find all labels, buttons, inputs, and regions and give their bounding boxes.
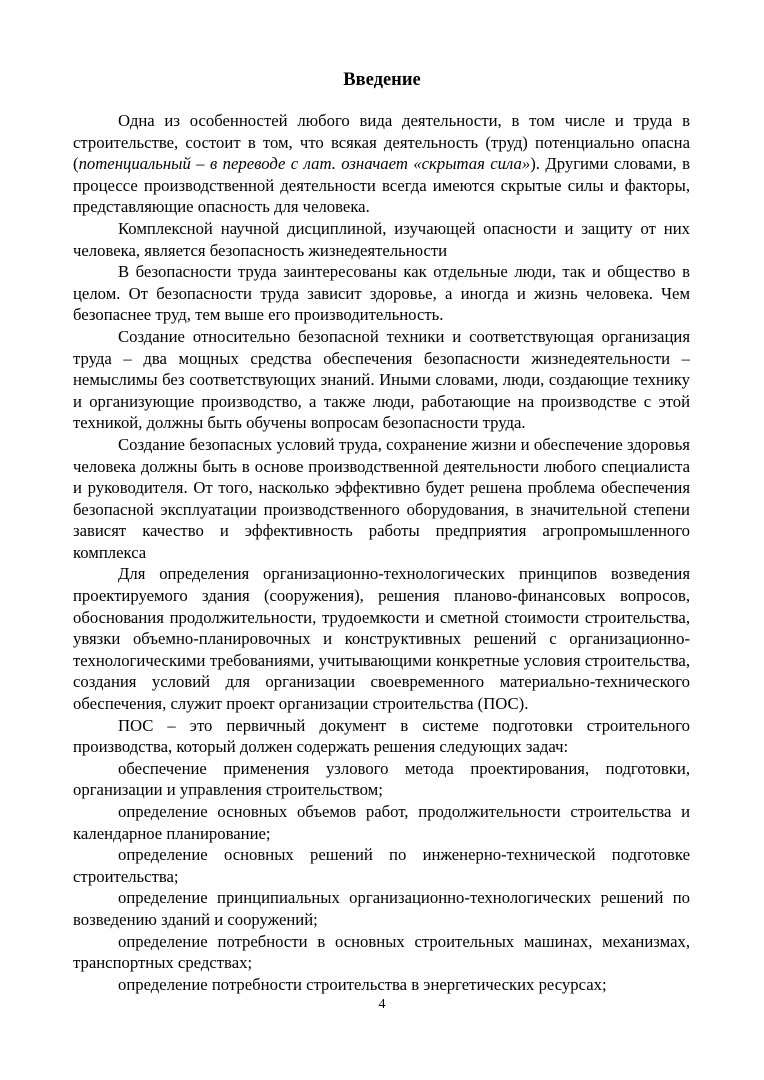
list-item: обеспечение применения узлового метода проектирования, подготовки, организации и управления строительством; — [73, 758, 690, 800]
page-number: 4 — [378, 997, 386, 1012]
paragraph: Создание безопасных условий труда, сохранение жизни и обеспечение здоровья человека должны быть в основе производственной деятельности любого специалиста и руководителя. От того, насколько эффективно будет решена проблема обеспечения безопасной эксплуатации производственного оборудования, в значительной степени зависят качество и эффективность работы предприятия агропромышленного комплекса — [73, 434, 690, 562]
list-item: определение принципиальных организационно-технологических решений по возведению зданий и сооружений; — [73, 888, 690, 929]
intro-italic-note: потенциальный – в переводе с лат. означает «скрытая сила» — [78, 154, 531, 174]
list-item: определение основных объемов работ, продолжительности строительства и календарное планирование; — [73, 802, 690, 843]
list-item: определение основных решений по инженерно-технической подготовке строительства; — [73, 845, 690, 886]
paragraph: Для определения организационно-технологических принципов возведения проектируемого здания (сооружения), решения планово-финансовых вопросов, обоснования продолжительности, трудоемкости и сметной стоимости строительства, увязки объемно-планировочных и конструктивных решений с организационно-технологическими требованиями, учитывающими конкретные условия строительства, создания условий для организации своевременного материально-технического обеспечения, служит проект организации строительства (ПОС). — [73, 564, 690, 714]
intro-text-start: Одна из особенностей любого вида деятельности, в том числе и труда в строительстве, состоит в том, что всякая деятельность (труд) потенциально опасна ( — [73, 111, 690, 174]
paragraph: Комплексной научной дисциплиной, изучающей опасности и защиту от них человека, является безопасность жизнедеятельности — [73, 218, 690, 260]
paragraph: Создание относительно безопасной техники и соответствующая организация труда – два мощных средства обеспечения безопасности жизнедеятельности – немыслимы без соответствующих знаний. Иными словами, люди, создающие технику и организующие производство, а также люди, работающие на производстве с этой техникой, должны быть обучены вопросам безопасности труда. — [73, 326, 690, 433]
intro-paragraph — [73, 110, 690, 218]
body-text — [73, 110, 690, 995]
list-item: определение потребности строительства в энергетических ресурсах; — [118, 974, 607, 994]
paragraph: В безопасности труда заинтересованы как отдельные люди, так и общество в целом. От безопасности труда зависит здоровье, а иногда и жизнь человека. Чем безопаснее труд, тем выше его производительность. — [73, 262, 690, 325]
intro-text-end: ). Другими словами, в процессе производственной деятельности всегда имеются скрытые силы и факторы, представляющие опасность для человека. — [73, 154, 691, 217]
paragraph: ПОС – это первичный документ в системе подготовки строительного производства, который должен содержать решения следующих задач: — [73, 715, 690, 757]
page-title: Введение — [343, 70, 421, 90]
list-item: определение потребности в основных строительных машинах, механизмах, транспортных средствах; — [73, 931, 690, 973]
